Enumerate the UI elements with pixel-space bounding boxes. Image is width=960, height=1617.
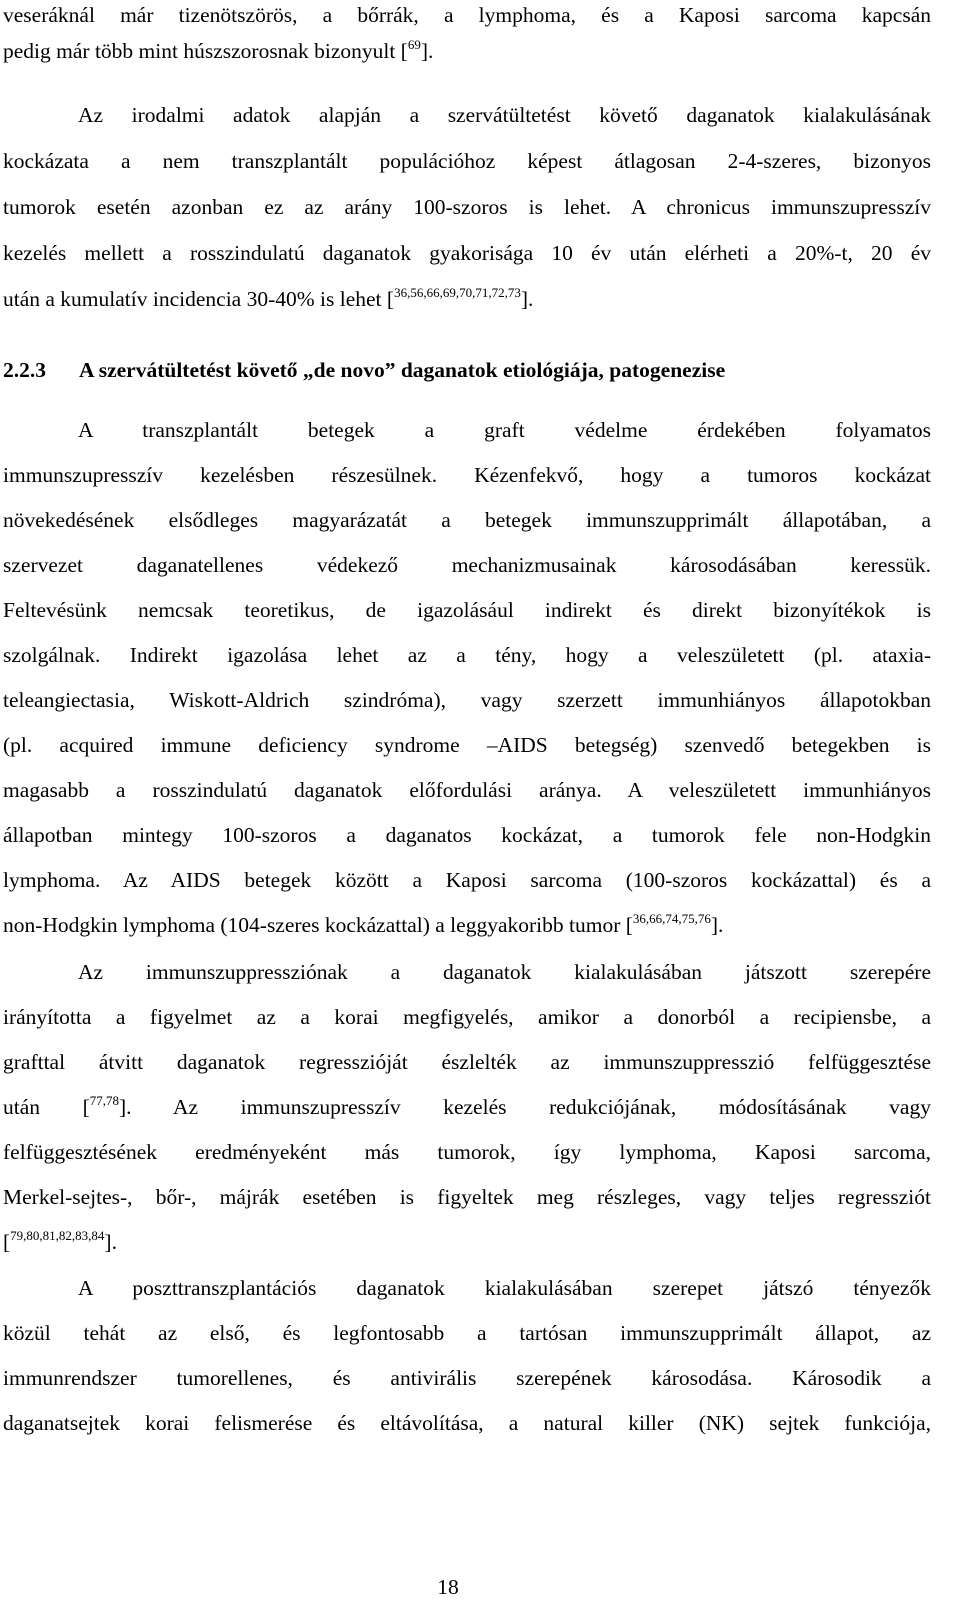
section-number: 2.2.3 bbox=[3, 358, 46, 382]
text-line: kezelés mellett a rosszindulatú daganatok gyakorisága 10 év után elérheti a 20%-t, 20 év bbox=[3, 241, 931, 265]
section-heading bbox=[3, 354, 931, 386]
citation-superscript: 36,56,66,69,70,71,72,73 bbox=[394, 285, 521, 300]
text-line: grafttal átvitt daganatok regresszióját észlelték az immunszuppresszió felfüggesztése bbox=[3, 1050, 931, 1074]
text-line: [$^{79,80,81,82,83,84}$]. bbox=[3, 1228, 117, 1254]
text-line: szervezet daganatellenes védekező mechanizmusainak károsodásában keressük. bbox=[3, 553, 931, 577]
text-line: Az irodalmi adatok alapján a szervátültetést követő daganatok kialakulásának bbox=[78, 103, 931, 127]
citation-superscript: 79,80,81,82,83,84 bbox=[10, 1228, 105, 1243]
page-number: 18 bbox=[437, 1575, 459, 1599]
text-line: A poszttranszplantációs daganatok kialakulásában szerepet játszó tényezők bbox=[78, 1276, 931, 1300]
text-line: közül tehát az első, és legfontosabb a tartósan immunszupprimált állapot, az bbox=[3, 1321, 931, 1345]
citation-superscript: 69 bbox=[407, 37, 421, 52]
citation-superscript: 36,66,74,75,76 bbox=[632, 911, 711, 926]
text-line: immunszupresszív kezelésben részesülnek. Kézenfekvő, hogy a tumoros kockázat bbox=[3, 463, 931, 487]
text-line: immunrendszer tumorellenes, és antivirális szerepének károsodása. Károsodik a bbox=[3, 1366, 931, 1390]
text-line: kockázata a nem transzplantált populációhoz képest átlagosan 2-4-szeres, bizonyos bbox=[3, 149, 931, 173]
section-title: A szervátültetést követő „de novo” daganatok etiológiája, patogenezise bbox=[79, 358, 726, 382]
text-line: növekedésének elsődleges magyarázatát a betegek immunszupprimált állapotában, a bbox=[3, 508, 931, 532]
text-line: Merkel-sejtes-, bőr-, májrák esetében is figyeltek meg részleges, vagy teljes regressziót bbox=[3, 1185, 931, 1209]
text-line: veseráknál már tizenötszörös, a bőrrák, a lymphoma, és a Kaposi sarcoma kapcsán bbox=[3, 3, 931, 27]
text-line: (pl. acquired immune deficiency syndrome –AIDS betegség) szenvedő betegekben is bbox=[3, 733, 931, 757]
text-line: lymphoma. Az AIDS betegek között a Kaposi sarcoma (100-szoros kockázattal) és a bbox=[3, 868, 931, 892]
text-line: után a kumulatív incidencia 30-40% is lehet [$^{36,56,66,69,70,71,72,73}$]. bbox=[3, 285, 534, 311]
text-line: pedig már több mint húszszorosnak bizonyult [$^{69}$]. bbox=[3, 37, 434, 63]
text-line: magasabb a rosszindulatú daganatok előfordulási aránya. A veleszületett immunhiányos bbox=[3, 778, 931, 802]
text-line: irányította a figyelmet az a korai megfigyelés, amikor a donorból a recipiensbe, a bbox=[3, 1005, 931, 1029]
text-line: felfüggesztésének eredményeként más tumorok, így lymphoma, Kaposi sarcoma, bbox=[3, 1140, 931, 1164]
text-line: daganatsejtek korai felismerése és eltávolítása, a natural killer (NK) sejtek funkciója, bbox=[3, 1411, 931, 1435]
text-line: teleangiectasia, Wiskott-Aldrich szindróma), vagy szerzett immunhiányos állapotokban bbox=[3, 688, 931, 712]
text-line: A transzplantált betegek a graft védelme érdekében folyamatos bbox=[78, 418, 931, 442]
text-line: állapotban mintegy 100-szoros a daganatos kockázat, a tumorok fele non-Hodgkin bbox=[3, 823, 931, 847]
text-line: Az immunszuppressziónak a daganatok kialakulásában játszott szerepére bbox=[78, 960, 931, 984]
text-line: után [$^{77,78}$]. Az immunszupresszív kezelés redukciójának, módosításának vagy bbox=[3, 1093, 931, 1119]
text-line: non-Hodgkin lymphoma (104-szeres kockázattal) a leggyakoribb tumor [$^{36,66,74,75,76}$]. bbox=[3, 911, 724, 937]
citation-superscript: 77,78 bbox=[89, 1093, 120, 1108]
text-line: szolgálnak. Indirekt igazolása lehet az a tény, hogy a veleszületett (pl. ataxia- bbox=[3, 643, 931, 667]
text-line: Feltevésünk nemcsak teoretikus, de igazolásául indirekt és direkt bizonyítékok is bbox=[3, 598, 931, 622]
text-line: tumorok esetén azonban ez az arány 100-szoros is lehet. A chronicus immunszupresszív bbox=[3, 195, 931, 219]
